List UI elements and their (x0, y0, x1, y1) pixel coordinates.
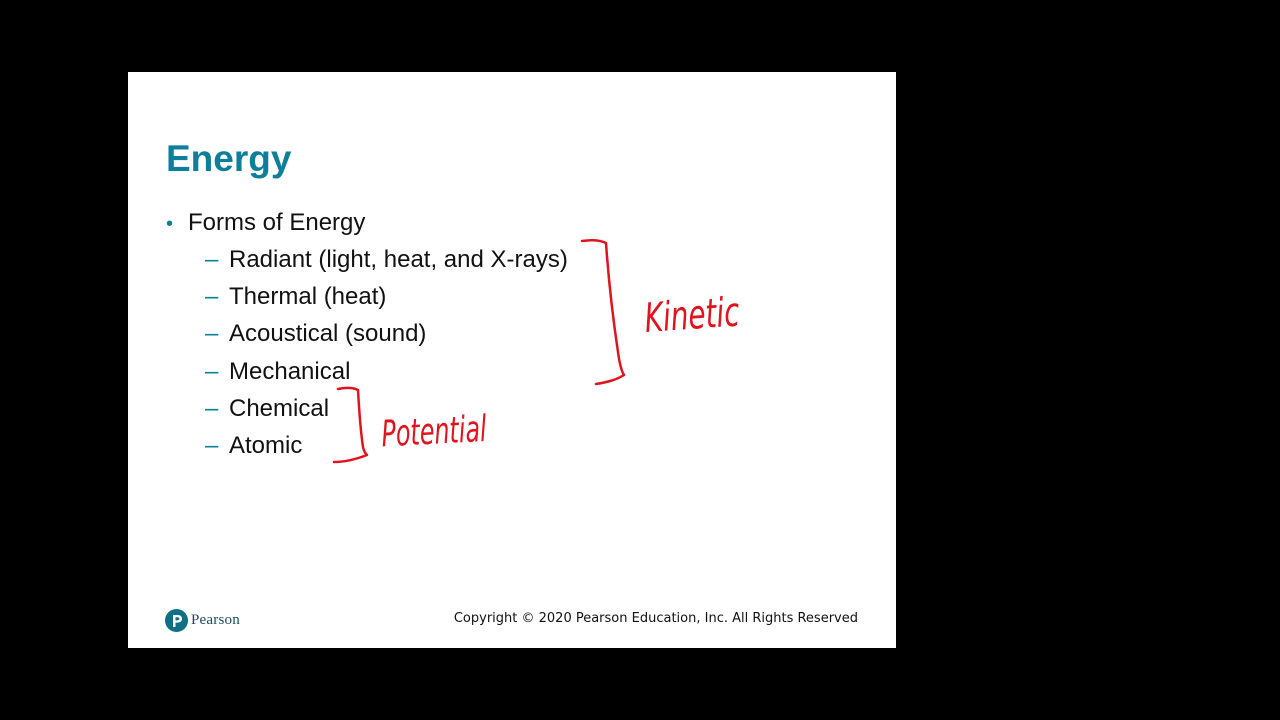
pearson-logo (165, 608, 240, 632)
sub-item-radiant (205, 241, 568, 278)
bullet-item (166, 204, 365, 243)
pearson-p-icon (165, 609, 188, 632)
sub-item-text: Atomic (229, 431, 303, 459)
bullet-icon: • (166, 213, 174, 235)
sub-item-text: Acoustical (sound) (229, 320, 427, 348)
potential-label: Potential (380, 407, 488, 456)
sub-item-acoustical (205, 315, 568, 352)
slide-title: Energy (166, 138, 292, 179)
sub-item-mechanical (205, 353, 568, 390)
sub-item-thermal (205, 278, 568, 315)
sub-list (205, 241, 568, 464)
dash-icon: – (205, 283, 219, 311)
kinetic-label: Kinetic (643, 289, 742, 343)
slide (128, 72, 896, 648)
sub-item-text: Mechanical (229, 357, 351, 385)
dash-icon: – (205, 246, 219, 273)
bullet-text: Forms of Energy (188, 209, 366, 236)
copyright-notice: Copyright © 2020 Pearson Education, Inc. All Rights Reserved (453, 611, 858, 626)
kinetic-bracket (582, 240, 624, 384)
sub-item-atomic (205, 427, 568, 464)
pearson-logo-text: Pearson (191, 611, 240, 628)
sub-item-text: Radiant (light, heat, and X-rays) (229, 246, 568, 273)
dash-icon: – (205, 394, 219, 422)
sub-item-text: Chemical (229, 394, 330, 422)
dash-icon: – (205, 357, 219, 385)
sub-item-chemical (205, 390, 568, 427)
dash-icon: – (205, 431, 219, 459)
sub-item-text: Thermal (heat) (229, 283, 387, 311)
dash-icon: – (205, 320, 219, 348)
